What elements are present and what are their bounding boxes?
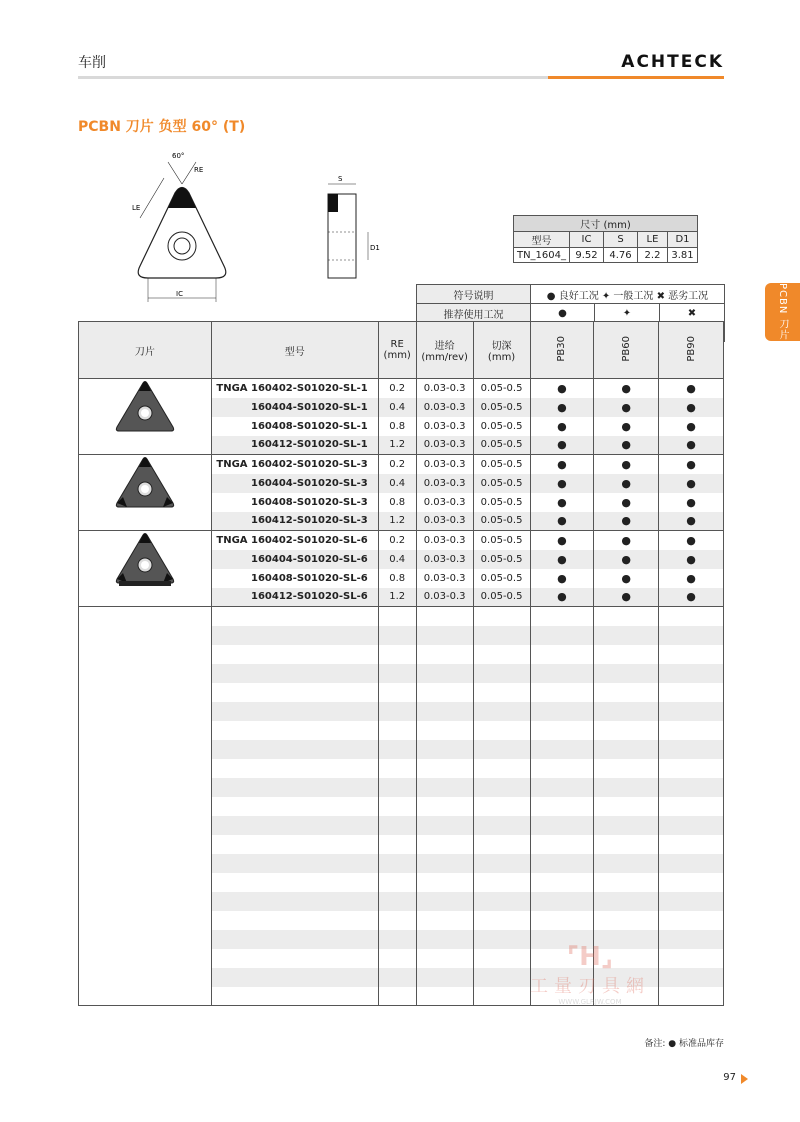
empty-cell (473, 892, 530, 911)
feed-cell: 0.03-0.3 (416, 512, 473, 531)
empty-cell (211, 892, 378, 911)
empty-cell (473, 816, 530, 835)
model-cell: 160404-S01020-SL-1 (211, 398, 378, 417)
feed-cell: 0.03-0.3 (416, 417, 473, 436)
dim-header: D1 (668, 232, 698, 248)
empty-cell (211, 816, 378, 835)
empty-cell (594, 911, 659, 930)
model-cell: 160408-S01020-SL-3 (211, 493, 378, 512)
re-cell: 1.2 (378, 512, 416, 531)
footnote: 备注: ● 标准品库存 (644, 1039, 724, 1049)
stock-dot: ● (530, 455, 594, 474)
empty-cell (211, 949, 378, 968)
empty-cell (211, 778, 378, 797)
stock-dot: ● (530, 512, 594, 531)
empty-cell (659, 645, 724, 664)
stock-dot: ● (530, 588, 594, 607)
re-cell: 0.8 (378, 569, 416, 588)
model-cell: 160408-S01020-SL-6 (211, 569, 378, 588)
watermark-logo-icon: ⌜H⌟ (566, 942, 614, 972)
empty-cell (211, 835, 378, 854)
stock-dot: ● (594, 550, 659, 569)
watermark (530, 942, 650, 1006)
empty-cell (211, 702, 378, 721)
empty-cell (378, 759, 416, 778)
legend-usage-value: ✖ (660, 304, 725, 323)
empty-cell (211, 645, 378, 664)
model-cell: 160412-S01020-SL-6 (211, 588, 378, 607)
empty-cell (378, 702, 416, 721)
empty-cell (659, 664, 724, 683)
stock-dot: ● (659, 474, 724, 493)
feed-cell: 0.03-0.3 (416, 379, 473, 398)
empty-cell (473, 873, 530, 892)
insert-image (79, 531, 212, 607)
stock-dot: ● (594, 417, 659, 436)
empty-cell (211, 759, 378, 778)
insert-image (79, 455, 212, 531)
empty-cell (473, 778, 530, 797)
empty-cell (659, 702, 724, 721)
empty-cell (416, 930, 473, 949)
dim-cell: 9.52 (570, 248, 604, 263)
insert-side-diagram (318, 172, 388, 286)
empty-cell (416, 778, 473, 797)
empty-cell (378, 683, 416, 702)
grade-label: PB30 (556, 335, 568, 362)
col-depth: 切深 (mm) (473, 322, 530, 379)
depth-cell: 0.05-0.5 (473, 550, 530, 569)
dim-cell: TN_1604_ (514, 248, 570, 263)
legend-symbol-label: 符号说明 (417, 285, 531, 304)
empty-cell (416, 968, 473, 987)
brand-logo: ACHTECK (621, 52, 724, 72)
stock-dot: ● (659, 493, 724, 512)
page-title: PCBN 刀片 负型 60° (T) (78, 119, 246, 135)
empty-cell (378, 645, 416, 664)
dim-header: IC (570, 232, 604, 248)
empty-cell (416, 645, 473, 664)
empty-cell (530, 683, 594, 702)
feed-cell: 0.03-0.3 (416, 493, 473, 512)
empty-cell (378, 873, 416, 892)
stock-dot: ● (659, 588, 724, 607)
watermark-url: WWW.GLRJW.COM (558, 998, 622, 1006)
re-cell: 0.2 (378, 531, 416, 550)
empty-cell (594, 854, 659, 873)
product-table (78, 321, 724, 1006)
empty-cell (378, 626, 416, 645)
empty-cell (659, 892, 724, 911)
empty-cell (378, 987, 416, 1006)
empty-cell (378, 968, 416, 987)
stock-dot: ● (659, 398, 724, 417)
empty-cell (530, 854, 594, 873)
empty-insert-cell (79, 607, 212, 1006)
re-cell: 0.8 (378, 493, 416, 512)
stock-dot: ● (594, 379, 659, 398)
empty-cell (530, 607, 594, 626)
empty-cell (473, 740, 530, 759)
empty-cell (473, 702, 530, 721)
empty-cell (594, 664, 659, 683)
stock-dot: ● (594, 531, 659, 550)
dim-cell: 4.76 (604, 248, 638, 263)
empty-cell (211, 911, 378, 930)
empty-cell (473, 626, 530, 645)
empty-cell (594, 835, 659, 854)
re-cell: 0.4 (378, 398, 416, 417)
empty-cell (659, 816, 724, 835)
empty-cell (416, 854, 473, 873)
empty-cell (594, 626, 659, 645)
empty-cell (211, 664, 378, 683)
empty-cell (416, 702, 473, 721)
table-row (79, 379, 724, 398)
depth-cell: 0.05-0.5 (473, 569, 530, 588)
stock-dot: ● (594, 474, 659, 493)
empty-cell (211, 854, 378, 873)
stock-dot: ● (530, 569, 594, 588)
stock-dot: ● (659, 436, 724, 455)
empty-cell (530, 892, 594, 911)
empty-cell (659, 778, 724, 797)
dim-cell: 3.81 (668, 248, 698, 263)
empty-cell (416, 664, 473, 683)
empty-cell (594, 892, 659, 911)
empty-cell (378, 949, 416, 968)
depth-cell: 0.05-0.5 (473, 531, 530, 550)
col-re: RE (mm) (378, 322, 416, 379)
dim-cell: 2.2 (638, 248, 668, 263)
empty-cell (211, 873, 378, 892)
empty-cell (211, 683, 378, 702)
depth-cell: 0.05-0.5 (473, 379, 530, 398)
stock-dot: ● (594, 512, 659, 531)
empty-cell (659, 987, 724, 1006)
side-tab-label: PCBN 刀片 (777, 283, 788, 341)
stock-dot: ● (659, 550, 724, 569)
empty-cell (416, 626, 473, 645)
empty-cell (473, 854, 530, 873)
empty-cell (378, 911, 416, 930)
empty-cell (473, 911, 530, 930)
feed-cell: 0.03-0.3 (416, 436, 473, 455)
empty-cell (473, 987, 530, 1006)
dimensions-title: 尺寸 (mm) (514, 216, 698, 232)
model-cell: 160404-S01020-SL-3 (211, 474, 378, 493)
empty-cell (211, 797, 378, 816)
empty-cell (378, 721, 416, 740)
stock-dot: ● (530, 550, 594, 569)
col-grade-pb30 (530, 322, 594, 379)
stock-dot: ● (594, 455, 659, 474)
empty-cell (473, 683, 530, 702)
table-row (79, 455, 724, 474)
empty-cell (594, 645, 659, 664)
empty-cell (659, 949, 724, 968)
empty-cell (473, 835, 530, 854)
stock-dot: ● (530, 417, 594, 436)
model-cell: TNGA 160402-S01020-SL-6 (211, 531, 378, 550)
stock-dot: ● (659, 379, 724, 398)
empty-cell (530, 816, 594, 835)
empty-cell (530, 721, 594, 740)
stock-dot: ● (530, 379, 594, 398)
stock-dot: ● (530, 493, 594, 512)
empty-row (79, 607, 724, 626)
section-title: 车削 (78, 55, 106, 71)
empty-cell (211, 607, 378, 626)
insert-image (79, 379, 212, 455)
depth-cell: 0.05-0.5 (473, 588, 530, 607)
legend-usage-value: ● (531, 304, 595, 323)
re-cell: 0.8 (378, 417, 416, 436)
empty-cell (594, 873, 659, 892)
dimensions-table (513, 215, 698, 263)
empty-cell (473, 797, 530, 816)
empty-cell (594, 759, 659, 778)
empty-cell (530, 626, 594, 645)
table-row (79, 531, 724, 550)
insert-diagram (120, 148, 240, 312)
empty-cell (659, 835, 724, 854)
empty-cell (659, 740, 724, 759)
empty-cell (211, 987, 378, 1006)
empty-cell (378, 778, 416, 797)
empty-cell (594, 721, 659, 740)
empty-cell (378, 797, 416, 816)
stock-dot: ● (659, 512, 724, 531)
legend-symbol-text: ● 良好工况 ✦ 一般工况 ✖ 恶劣工况 (531, 285, 725, 304)
empty-cell (530, 702, 594, 721)
empty-cell (473, 645, 530, 664)
feed-cell: 0.03-0.3 (416, 474, 473, 493)
empty-cell (211, 930, 378, 949)
empty-cell (416, 607, 473, 626)
watermark-text: 工量刃具網 (530, 976, 650, 997)
depth-cell: 0.05-0.5 (473, 455, 530, 474)
empty-cell (659, 759, 724, 778)
empty-cell (659, 911, 724, 930)
empty-cell (530, 911, 594, 930)
empty-cell (416, 911, 473, 930)
stock-dot: ● (530, 531, 594, 550)
feed-cell: 0.03-0.3 (416, 588, 473, 607)
depth-cell: 0.05-0.5 (473, 436, 530, 455)
empty-cell (416, 835, 473, 854)
depth-cell: 0.05-0.5 (473, 398, 530, 417)
re-cell: 0.4 (378, 474, 416, 493)
model-cell: 160412-S01020-SL-1 (211, 436, 378, 455)
empty-cell (659, 607, 724, 626)
re-cell: 0.2 (378, 455, 416, 474)
empty-cell (473, 968, 530, 987)
stock-dot: ● (594, 569, 659, 588)
col-insert: 刀片 (79, 322, 212, 379)
empty-cell (659, 683, 724, 702)
dim-header: LE (638, 232, 668, 248)
empty-cell (416, 987, 473, 1006)
empty-cell (211, 626, 378, 645)
grade-label: PB60 (620, 335, 632, 362)
empty-cell (473, 759, 530, 778)
stock-dot: ● (659, 455, 724, 474)
empty-cell (416, 949, 473, 968)
empty-cell (530, 645, 594, 664)
empty-cell (473, 949, 530, 968)
model-cell: TNGA 160402-S01020-SL-1 (211, 379, 378, 398)
depth-cell: 0.05-0.5 (473, 474, 530, 493)
empty-cell (416, 721, 473, 740)
empty-cell (416, 683, 473, 702)
stock-dot: ● (530, 398, 594, 417)
empty-cell (378, 607, 416, 626)
stock-dot: ● (530, 474, 594, 493)
legend-usage-label: 推荐使用工况 (417, 304, 531, 323)
empty-cell (416, 797, 473, 816)
empty-cell (530, 873, 594, 892)
empty-cell (473, 721, 530, 740)
empty-cell (594, 740, 659, 759)
empty-cell (416, 873, 473, 892)
depth-cell: 0.05-0.5 (473, 417, 530, 436)
empty-cell (659, 854, 724, 873)
empty-cell (211, 721, 378, 740)
stock-dot: ● (594, 398, 659, 417)
empty-cell (659, 873, 724, 892)
side-tab[interactable] (765, 283, 800, 341)
col-feed: 进给 (mm/rev) (416, 322, 473, 379)
s-label: S (338, 175, 343, 183)
angle-label: 60° (172, 152, 185, 160)
empty-cell (378, 664, 416, 683)
grade-label: PB90 (685, 335, 697, 362)
empty-cell (211, 968, 378, 987)
legend-usage-value: ✦ (595, 304, 660, 323)
stock-dot: ● (659, 417, 724, 436)
model-cell: 160412-S01020-SL-3 (211, 512, 378, 531)
feed-cell: 0.03-0.3 (416, 531, 473, 550)
feed-cell: 0.03-0.3 (416, 398, 473, 417)
empty-cell (378, 892, 416, 911)
re-cell: 1.2 (378, 588, 416, 607)
feed-cell: 0.03-0.3 (416, 550, 473, 569)
empty-cell (378, 854, 416, 873)
empty-cell (416, 740, 473, 759)
depth-cell: 0.05-0.5 (473, 493, 530, 512)
page-number: 97 (723, 1072, 736, 1083)
empty-cell (530, 835, 594, 854)
empty-cell (659, 626, 724, 645)
empty-cell (378, 816, 416, 835)
le-label: LE (132, 204, 141, 212)
empty-cell (378, 930, 416, 949)
col-grade-pb90 (659, 322, 724, 379)
dim-header: S (604, 232, 638, 248)
empty-cell (659, 721, 724, 740)
stock-dot: ● (594, 436, 659, 455)
empty-cell (594, 702, 659, 721)
depth-cell: 0.05-0.5 (473, 512, 530, 531)
empty-cell (473, 607, 530, 626)
header-divider (78, 76, 548, 79)
re-cell: 0.4 (378, 550, 416, 569)
empty-cell (594, 797, 659, 816)
empty-cell (659, 797, 724, 816)
dim-header: 型号 (514, 232, 570, 248)
stock-dot: ● (594, 588, 659, 607)
model-cell: TNGA 160402-S01020-SL-3 (211, 455, 378, 474)
empty-cell (594, 816, 659, 835)
feed-cell: 0.03-0.3 (416, 569, 473, 588)
next-page-icon[interactable] (741, 1074, 748, 1084)
empty-cell (594, 683, 659, 702)
empty-cell (659, 930, 724, 949)
d1-label: D1 (370, 244, 380, 252)
empty-cell (416, 759, 473, 778)
empty-cell (659, 968, 724, 987)
empty-cell (594, 778, 659, 797)
empty-cell (530, 797, 594, 816)
re-cell: 1.2 (378, 436, 416, 455)
re-label: RE (194, 166, 204, 174)
empty-cell (530, 740, 594, 759)
stock-dot: ● (659, 569, 724, 588)
empty-cell (530, 778, 594, 797)
ic-label: IC (176, 290, 183, 298)
stock-dot: ● (530, 436, 594, 455)
model-cell: 160404-S01020-SL-6 (211, 550, 378, 569)
empty-cell (416, 892, 473, 911)
empty-cell (473, 664, 530, 683)
empty-cell (378, 835, 416, 854)
col-grade-pb60 (594, 322, 659, 379)
header-divider-accent (548, 76, 724, 79)
empty-cell (530, 759, 594, 778)
empty-cell (378, 740, 416, 759)
empty-cell (416, 816, 473, 835)
col-model: 型号 (211, 322, 378, 379)
empty-cell (594, 607, 659, 626)
empty-cell (211, 740, 378, 759)
feed-cell: 0.03-0.3 (416, 455, 473, 474)
stock-dot: ● (659, 531, 724, 550)
empty-cell (473, 930, 530, 949)
model-cell: 160408-S01020-SL-1 (211, 417, 378, 436)
empty-cell (530, 664, 594, 683)
stock-dot: ● (594, 493, 659, 512)
re-cell: 0.2 (378, 379, 416, 398)
